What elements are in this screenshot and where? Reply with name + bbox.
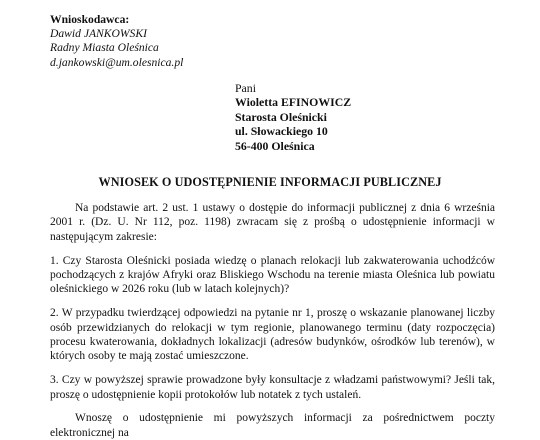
question-1-paragraph: 1. Czy Starosta Oleśnicki posiada wiedzę o planach relokacji lub zakwaterowania uchodźców pochodzących z krajów Afryki oraz Bliskiego Wschodu na terenie miasta Oleśnica lub powiatu oleśnickiego w 2026 roku (lub w latach kolejnych)? (50, 254, 495, 296)
recipient-street: ul. Słowackiego 10 (235, 124, 328, 139)
applicant-email: d.jankowski@um.olesnica.pl (50, 55, 184, 69)
intro-paragraph: Na podstawie art. 2 ust. 1 ustawy o dostępie do informacji publicznej z dnia 6 września 2001 r. (Dz. U. Nr 112, poz. 1198) zwracam się z prośbą o udostępnienie informacji w następującym zakresie: (50, 202, 495, 243)
closing-paragraph: Wnoszę o udostępnienie mi powyższych informacji za pośrednictwem poczty elektronicznej na (50, 412, 495, 439)
recipient-block (235, 81, 351, 153)
applicant-role: Radny Miasta Oleśnica (50, 41, 159, 55)
recipient-city: 56-400 Oleśnica (235, 138, 315, 153)
question-2-paragraph: 2. W przypadku twierdzącej odpowiedzi na pytanie nr 1, proszę o wskazanie planowanej liczby osób przewidzianych do relokacji w tym regionie, planowanego terminu (daty rozpoczęcia) procesu kwaterowania, dokładnych lokalizacji (adresów budynków, ośrodków lub terenów), w których osoby te mają zostać umieszczone. (50, 307, 495, 363)
recipient-salutation: Pani (235, 81, 256, 95)
question-3-paragraph: 3. Czy w powyższej sprawie prowadzone były konsultacje z władzami państwowymi? Jeśli tak, proszę o udostępnienie kopii protokołów lub notatek z tych ustaleń. (50, 374, 495, 401)
document-title: WNIOSEK O UDOSTĘPNIENIE INFORMACJI PUBLICZNEJ (98, 175, 442, 189)
document-body (50, 201, 495, 440)
recipient-position: Starosta Oleśnicki (235, 109, 327, 124)
applicant-block (50, 13, 183, 70)
recipient-name: Wioletta EFINOWICZ (235, 95, 352, 110)
applicant-label: Wnioskodawca: (50, 13, 130, 26)
applicant-name: Dawid JANKOWSKI (50, 27, 147, 41)
